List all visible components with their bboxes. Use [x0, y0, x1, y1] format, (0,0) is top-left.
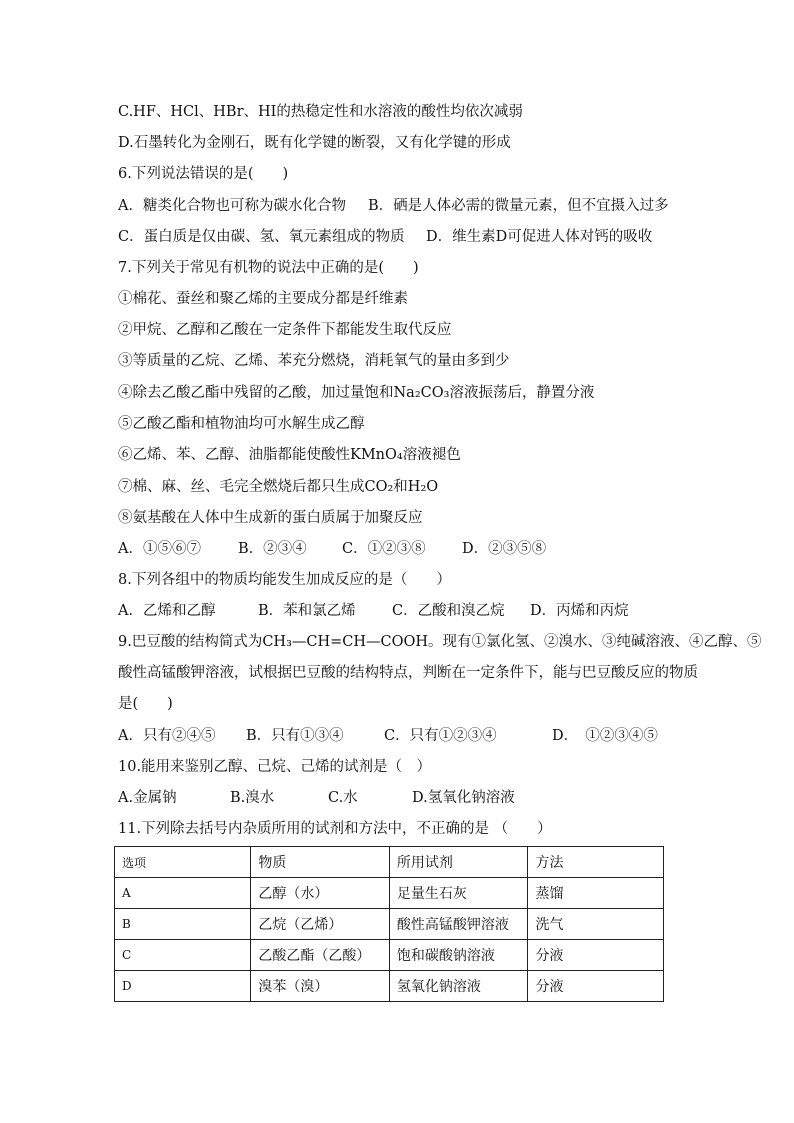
table-cell: 足量生石灰: [389, 878, 528, 909]
table-cell: 分液: [528, 940, 664, 971]
table-cell: A: [115, 878, 251, 909]
q7-statement-8: ⑧氨基酸在人体中生成新的蛋白质属于加聚反应: [118, 510, 423, 526]
q9-stem-line3: 是( ): [118, 696, 173, 712]
q6-option-a: A．糖类化合物也可称为碳水化合物: [118, 198, 346, 214]
q6-option-c: C．蛋白质是仅由碳、氢、氧元素组成的物质: [118, 229, 405, 245]
table-cell: 氢氧化钠溶液: [389, 971, 528, 1002]
q8-stem: 8.下列各组中的物质均能发生加成反应的是（ ）: [118, 572, 451, 588]
q7-option-a: A．①⑤⑥⑦: [118, 541, 201, 557]
q5-option-c: C.HF、HCl、HBr、HI的热稳定性和水溶液的酸性均依次减弱: [118, 104, 523, 120]
q7-option-b: B．②③④: [238, 541, 307, 557]
q9-option-d: D． ①②③④⑤: [552, 728, 658, 744]
table-cell: B: [115, 909, 251, 940]
q7-statement-1: ①棉花、蚕丝和聚乙烯的主要成分都是纤维素: [118, 291, 408, 307]
q10-option-a: A.金属钠: [118, 790, 177, 806]
q10-option-c: C.水: [328, 790, 358, 806]
q10-option-b: B.溴水: [230, 790, 275, 806]
q6-stem: 6.下列说法错误的是( ): [118, 166, 289, 182]
q11-stem: 11.下列除去括号内杂质所用的试剂和方法中，不正确的是 （ ）: [118, 821, 552, 837]
table-cell: 蒸馏: [528, 878, 664, 909]
q9-option-b: B．只有①③④: [246, 728, 344, 744]
q6-option-b: B．硒是人体必需的微量元素，但不宜摄入过多: [368, 198, 669, 214]
q11-table: [114, 846, 664, 1002]
table-cell: D: [115, 971, 251, 1002]
table-cell: 乙烷（乙烯）: [251, 909, 390, 940]
table-row: [115, 971, 664, 1002]
q8-option-d: D．丙烯和丙烷: [530, 603, 629, 619]
table-header-cell: 物质: [251, 847, 390, 878]
q7-statement-5: ⑤乙酸乙酯和植物油均可水解生成乙醇: [118, 416, 365, 432]
q10-stem: 10.能用来鉴别乙醇、己烷、己烯的试剂是（ ）: [118, 759, 432, 775]
table-cell: 溴苯（溴）: [251, 971, 390, 1002]
table-cell: C: [115, 940, 251, 971]
q7-statement-2: ②甲烷、乙醇和乙酸在一定条件下都能发生取代反应: [118, 322, 452, 338]
q8-option-b: B．苯和氯乙烯: [258, 603, 356, 619]
table-row: [115, 940, 664, 971]
q7-option-d: D．②③⑤⑧: [462, 541, 547, 557]
q5-option-d: D.石墨转化为金刚石，既有化学键的断裂，又有化学键的形成: [118, 135, 511, 151]
q7-statement-4: ④除去乙酸乙酯中残留的乙酸，加过量饱和Na₂CO₃溶液振荡后，静置分液: [118, 385, 595, 401]
q9-option-a: A．只有②④⑤: [118, 728, 216, 744]
q9-option-c: C．只有①②③④: [384, 728, 497, 744]
q9-stem-line1: 9.巴豆酸的结构简式为CH₃—CH=CH—COOH。现有①氯化氢、②溴水、③纯碱溶液、④乙醇、⑤: [118, 634, 762, 650]
q7-statement-6: ⑥乙烯、苯、乙醇、油脂都能使酸性KMnO₄溶液褪色: [118, 447, 461, 463]
table-cell: 分液: [528, 971, 664, 1002]
q7-option-c: C．①②③⑧: [342, 541, 426, 557]
table-cell: 饱和碳酸钠溶液: [389, 940, 528, 971]
table-row: [115, 878, 664, 909]
q7-statement-7: ⑦棉、麻、丝、毛完全燃烧后都只生成CO₂和H₂O: [118, 479, 439, 495]
table-cell: 乙醇（水）: [251, 878, 390, 909]
table-cell: 乙酸乙酯（乙酸）: [251, 940, 390, 971]
table-header-cell: 选项: [115, 847, 251, 878]
q7-statement-3: ③等质量的乙烷、乙烯、苯充分燃烧，消耗氧气的量由多到少: [118, 353, 510, 369]
table-header-row: [115, 847, 664, 878]
q8-option-a: A．乙烯和乙醇: [118, 603, 216, 619]
q9-stem-line2: 酸性高锰酸钾溶液，试根据巴豆酸的结构特点，判断在一定条件下，能与巴豆酸反应的物质: [118, 665, 698, 681]
q10-option-d: D.氢氧化钠溶液: [412, 790, 515, 806]
table-header-cell: 所用试剂: [389, 847, 528, 878]
table-cell: 洗气: [528, 909, 664, 940]
q6-option-d: D．维生素D可促进人体对钙的吸收: [426, 229, 653, 245]
table-cell: 酸性高锰酸钾溶液: [389, 909, 528, 940]
q7-stem: 7.下列关于常见有机物的说法中正确的是( ): [118, 260, 419, 276]
table-row: [115, 909, 664, 940]
table-header-cell: 方法: [528, 847, 664, 878]
q8-option-c: C．乙酸和溴乙烷: [392, 603, 505, 619]
